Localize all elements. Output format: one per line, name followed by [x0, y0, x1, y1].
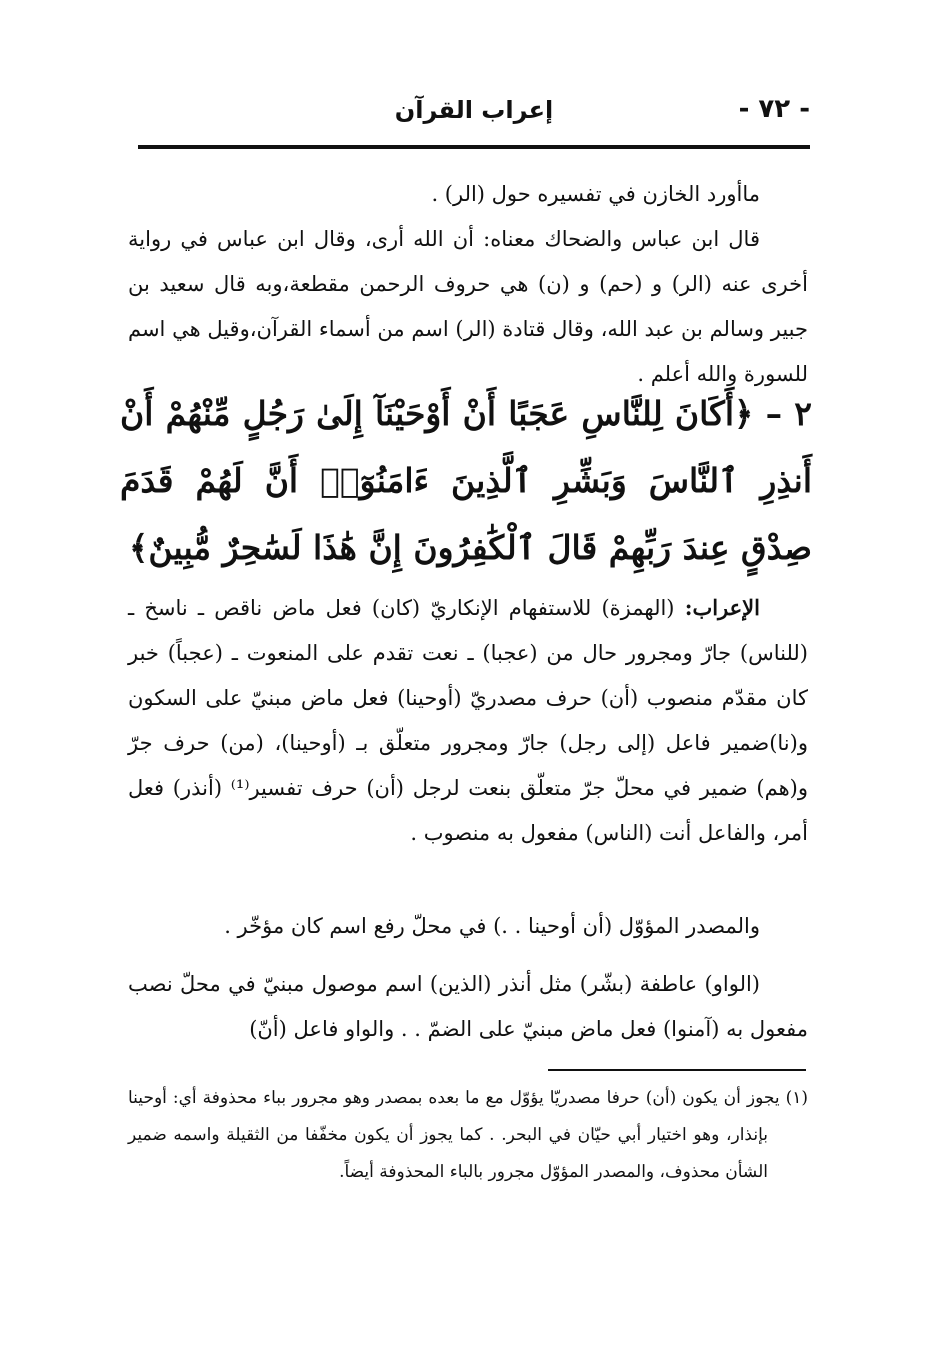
- page-header: [138, 90, 810, 142]
- footnote-rule: [548, 1069, 806, 1071]
- header-rule: [138, 145, 810, 149]
- footnotes: [128, 1080, 808, 1191]
- masdar-paragraph: والمصدر المؤوّل (أن أوحينا . .) في محلّ رفع اسم كان مؤخّر .: [224, 914, 760, 938]
- page-number: - ٧٢ -: [738, 94, 810, 124]
- waw-section: [128, 962, 808, 1052]
- waw-paragraph: (الواو) عاطفة (بشّر) مثل أنذر (الذين) اسم موصول مبنيّ في محلّ نصب مفعول به (آمنوا) فعل ماض مبنيّ على الضمّ . . والواو فاعل (أنّ): [128, 972, 808, 1041]
- irab-label: الإعراب:: [684, 595, 760, 620]
- intro-paragraph: قال ابن عباس والضحاك معناه: أن الله أرى، وقال ابن عباس في رواية أخرى عنه (الر) و (حم) و (ن) هي حروف الرحمن مقطعة،وبه قال سعيد بن جبير وسالم بن عبد الله، وقال قتادة (الر) اسم من أسماء القرآن،وقيل هي اسم للسورة والله أعلم .: [127, 227, 808, 386]
- footnote: [128, 1080, 808, 1191]
- footnote-text: يجوز أن يكون (أن) حرفا مصدريّا يؤوّل مع ما بعده بمصدر وهو مجرور بباء محذوفة أي: أوحينا بإنذار، وهو اختيار أبي حيّان في البحر. . كما يجوز أن يكون مخفّفا من الثقيلة واسمه ضمير الشأن محذوف، والمصدر المؤوّل مجرور بالباء المحذوفة أيضاً.: [128, 1088, 780, 1182]
- running-title: إعراب القرآن: [394, 96, 554, 124]
- irab-text: (الهمزة) للاستفهام الإنكاريّ (كان) فعل ماض ناقص ـ ناسخ ـ (للناس) جارّ ومجرور حال من (عجبا) ـ نعت تقدم على المنعوت ـ (عجباً) خبر كان مقدّم منصوب (أن) حرف مصدريّ (أوحينا) فعل ماض مبنيّ على السكون و(نا)ضمير فاعل (إلى رجل) جارّ ومجرور متعلّق بـ (أوحينا)، (من) حرف جرّ و(هم) ضمير في محلّ جرّ متعلّق بنعت لرجل (أن) حرف تفسير⁽¹⁾ (أنذر) فعل أمر، والفاعل أنت (الناس) مفعول به منصوب .: [128, 596, 808, 845]
- masdar-section: [128, 904, 808, 949]
- intro-line: ماأورد الخازن في تفسيره حول (الر) .: [431, 182, 760, 206]
- intro-section: [128, 172, 808, 397]
- verse-number: ٢ –: [765, 394, 812, 433]
- irab-section: [128, 585, 808, 856]
- verse-text: ﴿أَكَانَ لِلنَّاسِ عَجَبًا أَنْ أَوْحَيْنَآ إِلَىٰ رَجُلٍ مِّنْهُمْ أَنْ أَنذِرِ ٱلنَّاسَ وَبَشِّرِ ٱلَّذِينَ ءَامَنُوٓا۟ أَنَّ لَهُمْ قَدَمَ صِدْقٍ عِندَ رَبِّهِمْ قَالَ ٱلْكَٰفِرُونَ إِنَّ هَٰذَا لَسَٰحِرٌ مُّبِينٌ﴾: [120, 394, 812, 567]
- quran-verse: [120, 380, 812, 581]
- footnote-marker: (١): [785, 1088, 809, 1108]
